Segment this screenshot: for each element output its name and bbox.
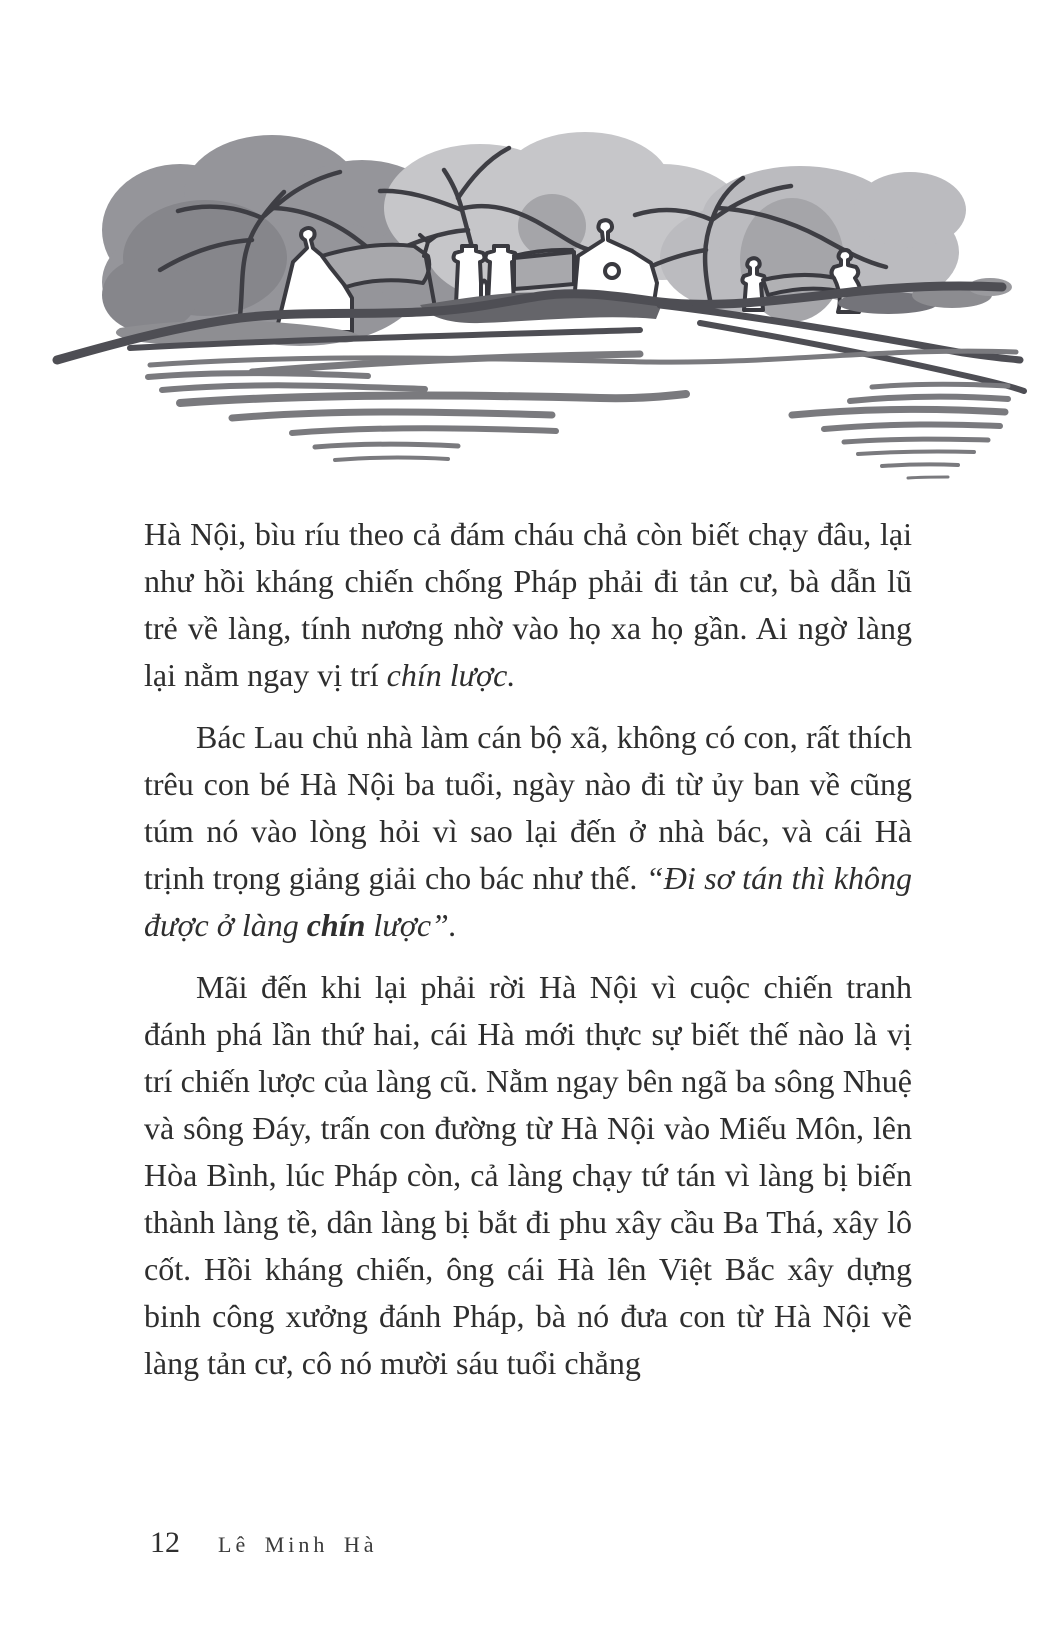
- house-mid-roof: [514, 252, 574, 289]
- paragraph: [144, 964, 912, 1387]
- paragraph: [144, 714, 912, 949]
- author-name: Lê Minh Hà: [218, 1532, 378, 1557]
- paragraph: [144, 511, 912, 699]
- text-segment: chín lược.: [386, 657, 516, 693]
- village-illustration: [0, 90, 1056, 510]
- round-window: [605, 264, 619, 278]
- page-footer: [150, 1526, 378, 1560]
- text-segment: Mãi đến khi lại phải rời Hà Nội vì cuộc chiến tranh đánh phá lần thứ hai, cái Hà mới thực sự biết thế nào là vị trí chiến lược của làng cũ. Nằm ngay bên ngã ba sông Nhuệ và sông Đáy, trấn con đường từ Hà Nội vào Miếu Môn, lên Hòa Bình, lúc Pháp còn, cả làng chạy tứ tán vì làng bị biến thành làng tề, dân làng bị bắt đi phu xây cầu Ba Thá, xây lô cốt. Hồi kháng chiến, ông cái Hà lên Việt Bắc xây dựng binh công xưởng đánh Pháp, bà nó đưa con từ Hà Nội về làng tản cư, cô nó mười sáu tuổi chẳng: [144, 969, 912, 1381]
- text-segment: lược”.: [365, 907, 457, 943]
- page-body: [144, 511, 912, 1387]
- text-segment: Bác Lau chủ nhà làm cán bộ xã, không có con, rất thích trêu con bé Hà Nội ba tuổi, ngày nào đi từ ủy ban về cũng túm nó vào lòng hỏi vì sao lại đến ở nhà bác, và cái Hà trịnh trọng giảng giải cho bác như thế.: [144, 719, 912, 896]
- text-segment: chín: [306, 907, 366, 943]
- page-number: 12: [150, 1526, 180, 1559]
- water-reflections: [148, 351, 1016, 478]
- text-segment: “Đi sơ tán thì không được ở làng: [144, 860, 913, 943]
- text-segment: Hà Nội, bìu ríu theo cả đám cháu chả còn biết chạy đâu, lại như hồi kháng chiến chống Pháp phải đi tản cư, bà dẫn lũ trẻ về làng, tính nương nhờ vào họ xa họ gần. Ai ngờ làng lại nằm ngay vị trí: [144, 516, 912, 693]
